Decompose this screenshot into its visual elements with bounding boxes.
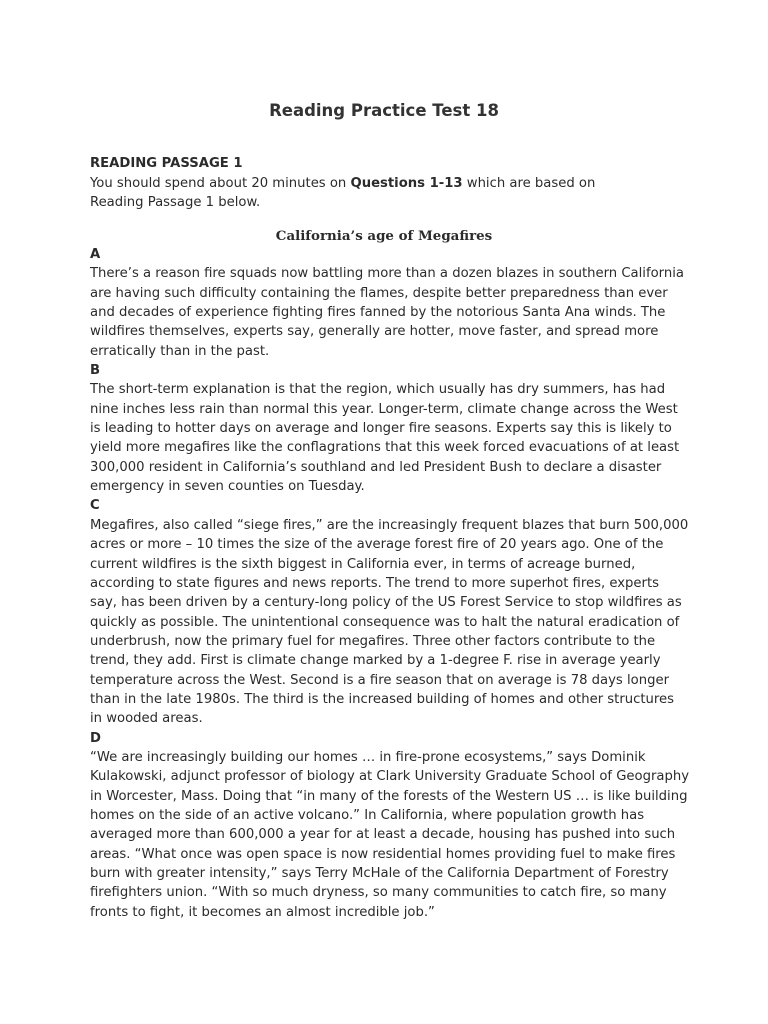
paragraph-text: The short-term explanation is that the region, which usually has dry summers, has had nine inches less rain than normal this year. Longer-term, climate change across the West is leading to hotter days on average and longer fire seasons. Experts say this is likely to yield more megafires like the conflagrations that this week forced evacuations of at least 300,000 resident in California’s southland and led President Bush to declare a disaster emergency in seven counties on Tuesday. — [90, 382, 680, 495]
instructions-prefix: You should spend about 20 minutes on — [90, 176, 351, 191]
paragraph-b — [90, 361, 690, 496]
paragraph-letter: C — [90, 498, 100, 514]
paragraph-a — [90, 245, 690, 361]
instructions-questions: Questions 1-13 — [350, 176, 463, 191]
paragraph-c — [90, 496, 690, 728]
passage-label: READING PASSAGE 1 — [90, 156, 243, 171]
instructions-suffix: which are based on Reading Passage 1 below. — [90, 176, 596, 211]
passage-title: California’s age of Megafires — [275, 228, 493, 244]
paragraph-letter: D — [90, 730, 101, 746]
page-title: Reading Practice Test 18 — [269, 101, 499, 120]
instructions — [90, 174, 650, 213]
passage-body — [90, 245, 690, 922]
paragraph-text: There’s a reason fire squads now battling more than a dozen blazes in southern California are having such difficulty containing the flames, despite better preparedness than ever and decades of experience fighting fires fanned by the notorious Santa Ana winds. The wildfires themselves, experts say, generally are hotter, move faster, and spread more erratically than in the past. — [90, 266, 684, 359]
paragraph-text: Megafires, also called “siege fires,” are the increasingly frequent blazes that burn 500,000 acres or more – 10 times the size of the average forest fire of 20 years ago. One of the current wildfires is the sixth biggest in California ever, in terms of acreage burned, according to state figures and news reports. The trend to more superhot fires, experts say, has been driven by a century-long policy of the US Forest Service to stop wildfires as quickly as possible. The unintentional consequence was to halt the natural eradication of underbrush, now the primary fuel for megafires. Three other factors contribute to the trend, they add. First is climate change marked by a 1-degree F. rise in average yearly temperature across the West. Second is a fire season that on average is 78 days longer than in the late 1980s. The third is the increased building of homes and other structures in wooded areas. — [90, 517, 689, 727]
paragraph-letter: A — [90, 247, 101, 262]
paragraph-d — [90, 729, 690, 922]
paragraph-text: “We are increasingly building our homes … in fire-prone ecosystems,” says Dominik Kulakowski, adjunct professor of biology at Clark University Graduate School of Geography in Worcester, Mass. Doing that “in many of the forests of the Western US … is like building homes on the side of an active volcano.” In California, where population growth has averaged more than 600,000 a year for at least a decade, housing has pushed into such areas. “What once was open space is now residential homes providing fuel to make fires burn with greater intensity,” says Terry McHale of the California Department of Forestry firefighters union. “With so much dryness, so many communities to catch fire, so many fronts to fight, it becomes an almost incredible job.” — [90, 749, 690, 920]
paragraph-letter: B — [90, 363, 101, 379]
